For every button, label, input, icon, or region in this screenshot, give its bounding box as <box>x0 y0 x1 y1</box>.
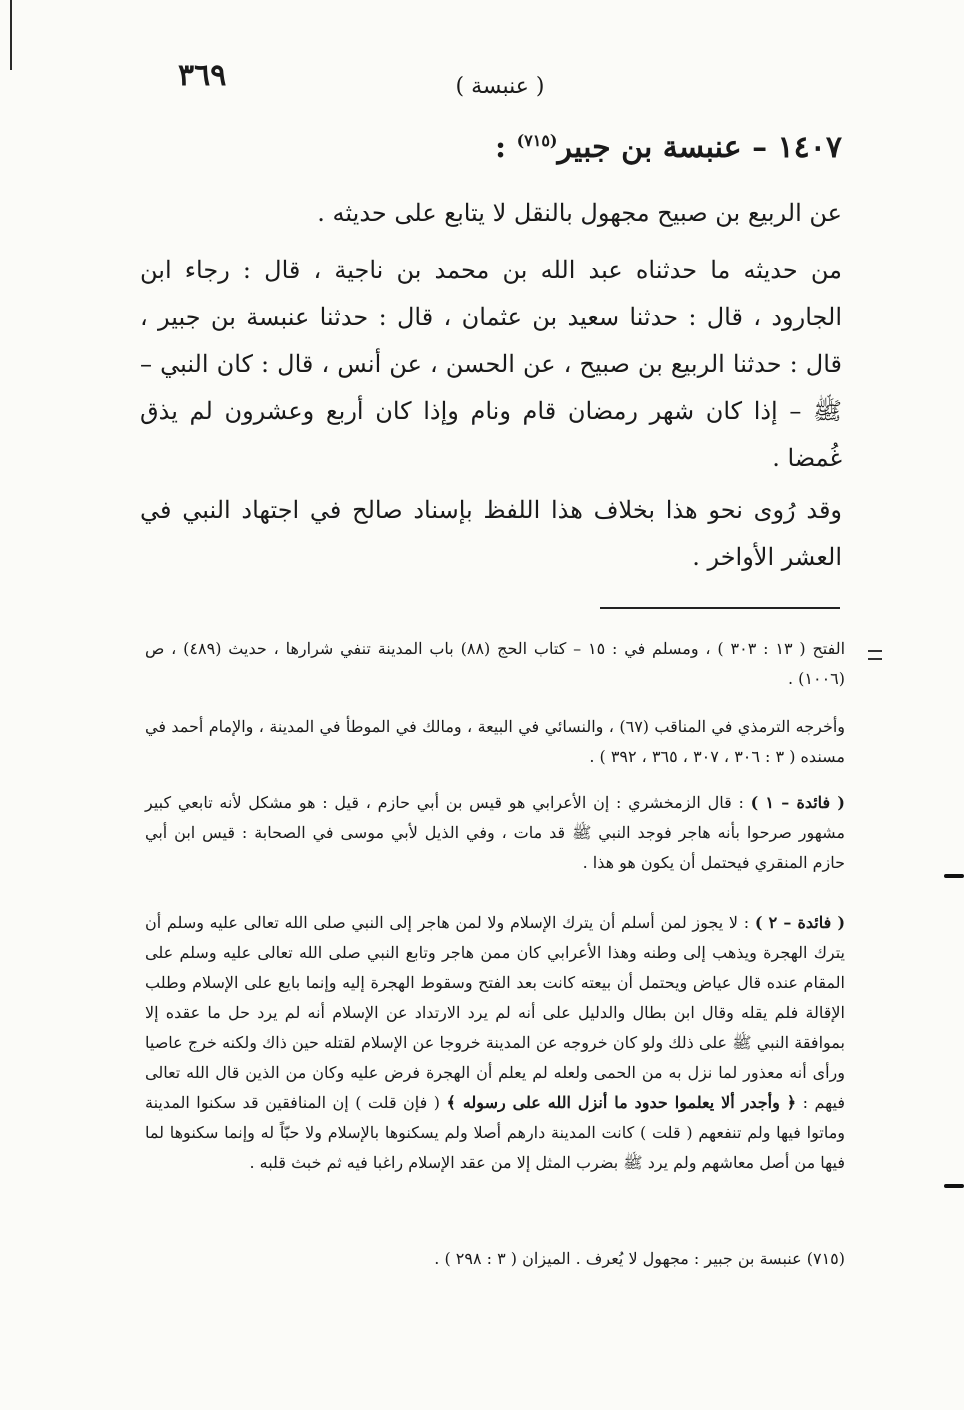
scan-edge-line <box>10 0 12 70</box>
page-number: ٣٦٩ <box>178 58 227 93</box>
entry-colon: : <box>495 130 507 165</box>
body-paragraph-1: عن الربيع بن صبيح مجهول بالنقل لا يتابع على حديثه . <box>317 199 842 227</box>
entry-heading <box>140 130 842 180</box>
entry-number: ١٤٠٧ <box>777 130 842 165</box>
benefit-1-label: ( فائدة – ١ ) <box>750 793 845 812</box>
body-paragraph-3: وقد رُوى نحو هذا بخلاف هذا اللفظ بإسناد صالح في اجتهاد النبي في العشر الأواخر . <box>140 496 842 571</box>
running-head: ( عنبسة ) <box>455 74 545 99</box>
scan-mark <box>944 1184 964 1188</box>
entry-dash: – <box>752 130 768 165</box>
body-paragraph-2: من حديثه ما حدثناه عبد الله بن محمد بن ناجية ، قال : رجاء ابن الجارود ، قال : حدثنا سعيد بن عثمان ، قال : حدثنا عنبسة بن جبير ، قال : حدثنا الربيع بن صبيح ، عن الحسن ، عن أنس ، قال : كان النبي – ﷺ – إذا كان شهر رمضان قام ونام وإذا كان أربع وعشرون لم يذق غُمضا . <box>140 256 842 472</box>
benefit-2-text: : لا يجوز لمن أسلم أن يترك الإسلام ولا لمن هاجر إلى النبي صلى الله تعالى عليه وسلم أن يترك الهجرة ويذهب إلى وطنه وهذا الأعرابي كان ممن هاجر وتابع النبي صلى الله تعالى عليه وسلم على المقام عنده قال عياض ويحتمل أن بيعته كانت بعد الفتح وسقوط الهجرة إليه وإنما بايع على الإسلام وطلب الإقالة فلم يقله وقال ابن بطال والدليل على أنه لم يرد الارتداد عن الإسلام أنه لم يرد حل ما عقده إلا بموافقة النبي ﷺ على ذلك ولو كان خروجه عن المدينة خروجا عن الإسلام لقتله حين ذاك ولكنه خرج عاصيا ورأى أنه معذور لما نزل به من الحمى ولعله لم يعلم أن الهجرة فرض عليه وكان من الذين قال الله تعالى فيهم : <box>145 913 846 1112</box>
footnote-1: الفتح ( ١٣ : ٣٠٣ ) ، ومسلم في : ١٥ – كتاب الحج (٨٨) باب المدينة تنفي شرارها ، حديث (٤٨٩) ، ص (١٠٠٦) . <box>145 639 846 688</box>
continuation-mark <box>868 650 882 660</box>
footnote-2: وأخرجه الترمذي في المناقب (٦٧) ، والنسائي في البيعة ، ومالك في الموطأ في المدينة ، والإمام أحمد في مسنده ( ٣ : ٣٠٦ ، ٣٠٧ ، ٣٦٥ ، ٣٩٢ ) . <box>145 717 846 766</box>
footnote-benefit-1 <box>145 788 845 878</box>
benefit-2-label: ( فائدة – ٢ ) <box>754 913 846 932</box>
footnote-benefit-2 <box>145 908 845 1178</box>
footnote-ref: (٧١٥) <box>516 131 558 150</box>
quran-verse: ﴿ وأجدر ألا يعلموا حدود ما أنزل الله على رسوله ﴾ <box>446 1093 797 1112</box>
benefit-2-tail: ( فإن قلت ) إن المنافقين قد سكنوا المدينة وماتوا فيها ولم تنفعهم ( قلت ) كانت المدينة دارهم أصلا ولم يسكنوها بالإسلام ولا حبّاً له وإنما سكنوها لما فيها من أصل معاشهم ولم يرد ﷺ بضرب المثل إلا من عقد الإسلام راغبا فيه ثم خبث قلبه . <box>145 1093 845 1172</box>
entry-name: عنبسة بن جبير <box>557 130 742 165</box>
benefit-1-text: : قال الزمخشري : إن الأعرابي هو قيس بن أبي حازم ، قيل : هو مشكل لأنه تابعي كبير مشهور صرحوا بأنه هاجر فوجد النبي ﷺ قد مات ، وفي الذيل لأبي موسى في الصحابة : قيس ابن أبي حازم المنقري فيحتمل أن يكون هو هذا . <box>145 793 845 872</box>
scan-mark <box>944 874 964 878</box>
footnote-715: (٧١٥) عنبسة بن جبير : مجهول لا يُعرف . الميزان ( ٣ : ٢٩٨ ) . <box>434 1249 845 1268</box>
footnote-divider <box>600 607 840 609</box>
